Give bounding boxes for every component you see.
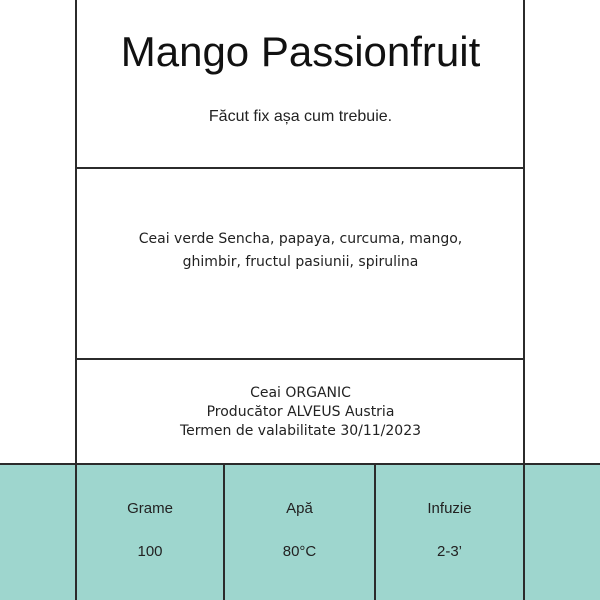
brew-cell-grams [77, 463, 223, 600]
brew-label: Grame [127, 500, 173, 517]
producer: Producător ALVEUS Austria [206, 404, 395, 420]
expiry-date: Termen de valabilitate 30/11/2023 [179, 423, 422, 439]
brew-value: 80°C [282, 543, 317, 560]
ingredients-line: ghimbir, fructul pasiunii, spirulina [182, 254, 419, 270]
product-tagline: Făcut fix așa cum trebuie. [208, 108, 393, 125]
divider [75, 358, 525, 360]
divider [75, 167, 525, 169]
brew-value: 2-3’ [436, 543, 462, 560]
brew-label: Infuzie [427, 500, 472, 517]
product-details [77, 384, 524, 441]
brew-label: Apă [286, 500, 313, 517]
product-title: Mango Passionfruit [120, 28, 481, 75]
brew-cell-infusion [376, 463, 523, 600]
column-divider [523, 463, 525, 600]
brew-cell-water [225, 463, 374, 600]
ingredients-block [77, 228, 524, 274]
ingredients-line: Ceai verde Sencha, papaya, curcuma, mango, [138, 231, 463, 247]
tea-type: Ceai ORGANIC [250, 385, 351, 401]
brew-value: 100 [137, 543, 163, 560]
